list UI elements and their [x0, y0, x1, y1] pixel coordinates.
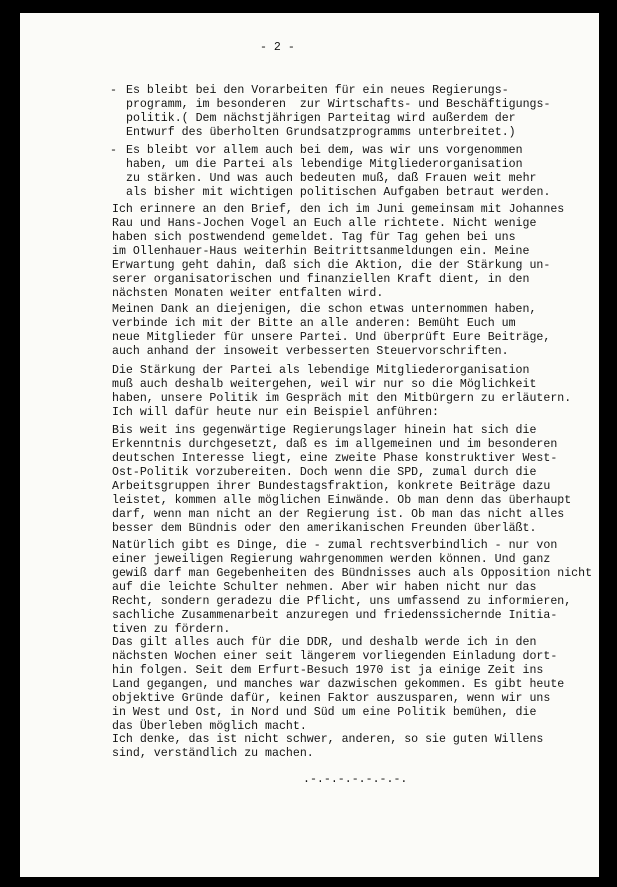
- document-page: [20, 13, 599, 877]
- text-line: auch anhand der insoweit verbesserten Steuervorschriften.: [112, 345, 509, 358]
- text-line: Es bleibt vor allem auch bei dem, was wir uns vorgenommen: [126, 144, 523, 157]
- text-line: haben, um die Partei als lebendige Mitgliederorganisation: [126, 158, 523, 171]
- text-line: zu stärken. Und was auch bedeuten muß, daß Frauen weit mehr: [126, 172, 537, 185]
- text-line: gewiß darf man Gegebenheiten des Bündnisses auch als Opposition nicht: [112, 567, 593, 580]
- text-line: Ost-Politik vorzubereiten. Doch wenn die SPD, zumal durch die: [112, 466, 537, 479]
- text-line: Das gilt alles auch für die DDR, und deshalb werde ich in den: [112, 636, 537, 649]
- text-line: politik.( Dem nächstjährigen Parteitag wird außerdem der: [126, 112, 516, 125]
- text-line: darf, wenn man nicht an der Regierung ist. Ob man das nicht alles: [112, 508, 565, 521]
- text-line: haben, unsere Politik im Gespräch mit den Mitbürgern zu erläutern.: [112, 392, 572, 405]
- text-line: Entwurf des überholten Grundsatzprogramms unterbreitet.): [126, 126, 516, 139]
- text-line: nächsten Wochen einer seit längerem vorliegenden Einladung dort-: [112, 650, 558, 663]
- text-line: besser dem Bündnis oder den amerikanischen Freunden überläßt.: [112, 522, 537, 535]
- end-mark: .-.-.-.-.-.-.-.: [303, 773, 408, 786]
- text-line: Erkenntnis durchgesetzt, daß es im allgemeinen und im besonderen: [112, 438, 558, 451]
- bullet-marker: -: [110, 84, 117, 97]
- text-line: Erwartung geht dahin, daß sich die Aktion, die der Stärkung un-: [112, 259, 551, 272]
- text-line: neue Mitglieder für unsere Partei. Und überprüft Eure Beiträge,: [112, 331, 551, 344]
- text-line: Arbeitsgruppen ihrer Bundestagsfraktion, konkrete Beiträge dazu: [112, 480, 551, 493]
- text-line: Bis weit ins gegenwärtige Regierungslager hinein hat sich die: [112, 424, 537, 437]
- bullet-marker: -: [110, 144, 117, 157]
- text-line: hin folgen. Seit dem Erfurt-Besuch 1970 ist ja einige Zeit ins: [112, 664, 544, 677]
- text-line: einer jeweiligen Regierung wahrgenommen werden können. Und ganz: [112, 553, 551, 566]
- text-line: serer organisatorischen und finanziellen Kraft dient, in den: [112, 273, 530, 286]
- text-line: Ich denke, das ist nicht schwer, anderen, so sie guten Willens: [112, 733, 544, 746]
- text-line: Natürlich gibt es Dinge, die - zumal rechtsverbindlich - nur von: [112, 539, 558, 552]
- page-number: - 2 -: [260, 41, 295, 54]
- text-line: Ich erinnere an den Brief, den ich im Juni gemeinsam mit Johannes: [112, 203, 565, 216]
- text-line: Recht, sondern geradezu die Pflicht, uns umfassend zu informieren,: [112, 595, 572, 608]
- text-line: verbinde ich mit der Bitte an alle anderen: Bemüht Euch um: [112, 317, 516, 330]
- text-line: das Überleben möglich macht.: [112, 720, 307, 733]
- text-line: im Ollenhauer-Haus weiterhin Beitrittsanmeldungen ein. Meine: [112, 245, 530, 258]
- text-line: nächsten Monaten weiter entfalten wird.: [112, 287, 384, 300]
- text-line: Land gegangen, und manches war dazwischen gekommen. Es gibt heute: [112, 678, 565, 691]
- text-line: auf die leichte Schulter nehmen. Aber wir haben nicht nur das: [112, 581, 537, 594]
- text-line: als bisher mit wichtigen politischen Aufgaben betraut werden.: [126, 186, 551, 199]
- text-line: sind, verständlich zu machen.: [112, 747, 314, 760]
- text-line: Rau und Hans-Jochen Vogel an Euch alle richtete. Nicht wenige: [112, 217, 537, 230]
- text-line: sachliche Zusammenarbeit anzuregen und friedenssichernde Initia-: [112, 609, 558, 622]
- text-line: Es bleibt bei den Vorarbeiten für ein neues Regierungs-: [126, 84, 509, 97]
- text-line: Die Stärkung der Partei als lebendige Mitgliederorganisation: [112, 364, 530, 377]
- text-line: deutschen Interesse liegt, eine zweite Phase konstruktiver West-: [112, 452, 558, 465]
- text-line: Ich will dafür heute nur ein Beispiel anführen:: [112, 406, 439, 419]
- text-line: objektive Gründe dafür, keinen Faktor auszusparen, wenn wir uns: [112, 692, 551, 705]
- text-line: muß auch deshalb weitergehen, weil wir nur so die Möglichkeit: [112, 378, 537, 391]
- text-line: Meinen Dank an diejenigen, die schon etwas unternommen haben,: [112, 303, 537, 316]
- text-line: haben sich postwendend gemeldet. Tag für Tag gehen bei uns: [112, 231, 516, 244]
- text-line: programm, im besonderen zur Wirtschafts- und Beschäftigungs-: [126, 98, 551, 111]
- text-line: in West und Ost, in Nord und Süd um eine Politik bemühen, die: [112, 706, 537, 719]
- text-line: tiven zu fördern.: [112, 623, 231, 636]
- text-line: leistet, kommen alle möglichen Einwände. Ob man denn das überhaupt: [112, 494, 572, 507]
